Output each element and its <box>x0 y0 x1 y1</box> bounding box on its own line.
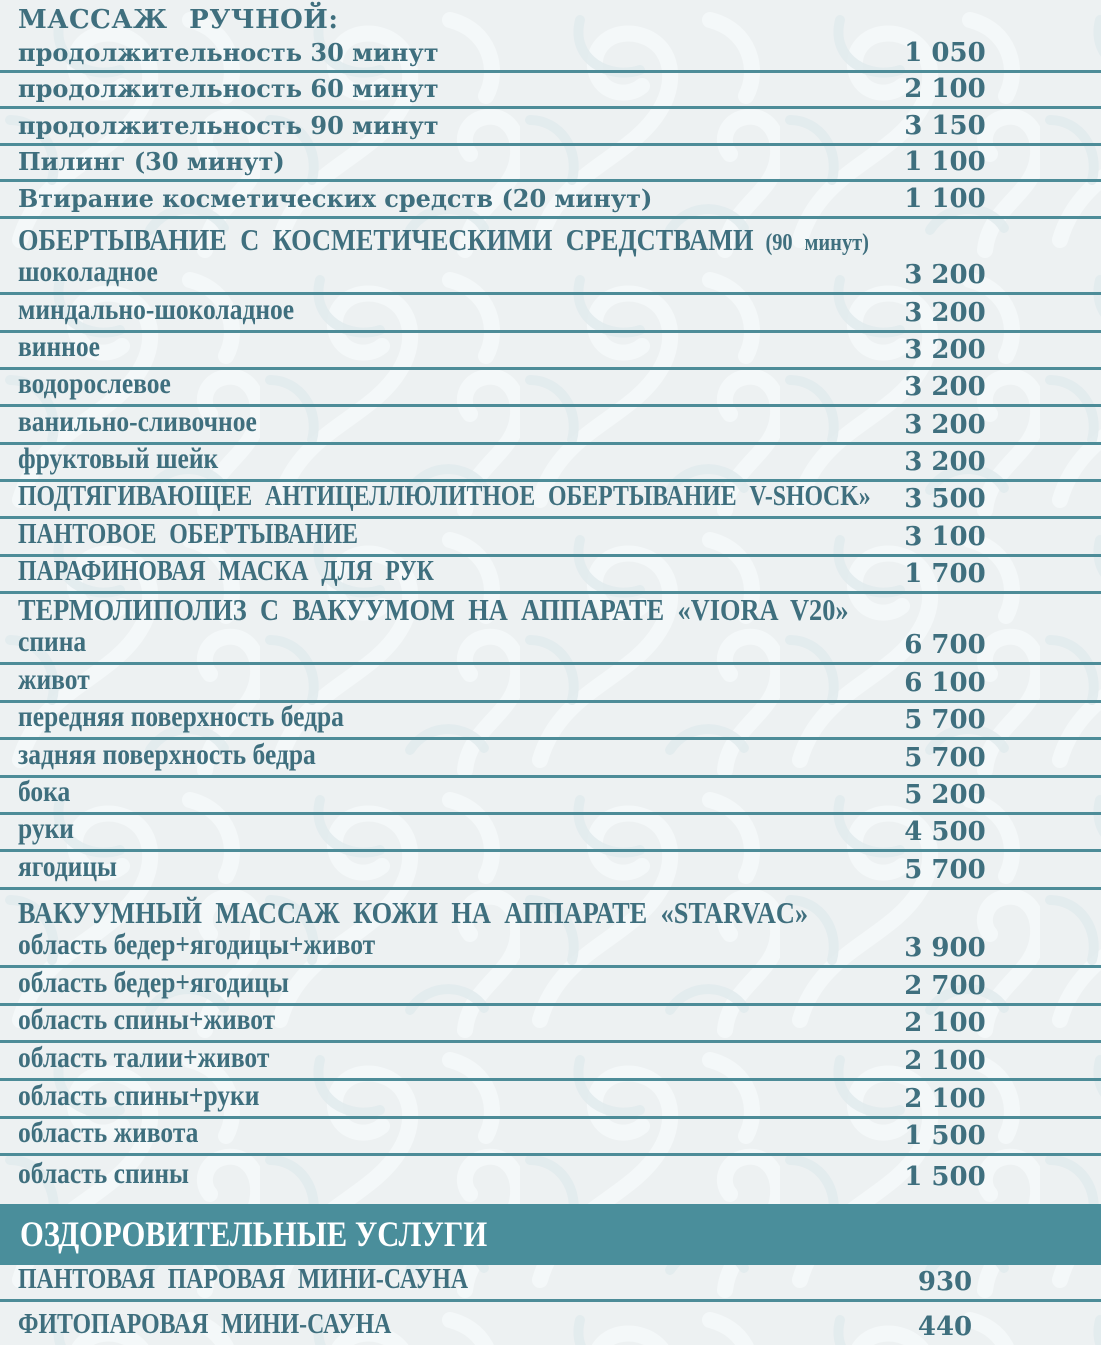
table-row <box>0 557 1101 594</box>
price-value: 2 100 <box>904 1083 986 1114</box>
service-label: руки <box>18 812 74 846</box>
section-header <box>0 219 1101 258</box>
table-row <box>0 928 1101 969</box>
table-row <box>0 737 1101 777</box>
price-value: 3 200 <box>904 335 986 365</box>
section-header <box>0 890 1101 931</box>
price-value: 3 150 <box>904 110 986 141</box>
section-title <box>18 221 869 257</box>
table-row <box>0 73 1101 110</box>
price-value: 4 500 <box>904 817 986 848</box>
price-value: 2 100 <box>904 1008 986 1039</box>
service-label: спина <box>18 625 87 659</box>
price-value: 5 700 <box>904 705 986 736</box>
service-label: продолжительность 60 минут <box>18 74 439 104</box>
price-value: 2 100 <box>904 74 986 105</box>
table-row <box>0 404 1101 444</box>
service-label: задняя поверхность бедра <box>18 737 316 771</box>
section-title-text: ТЕРМОЛИПОЛИЗ С ВАКУУМОМ НА АППАРАТЕ «VIORA V20» <box>18 592 849 628</box>
table-row <box>0 1302 1101 1344</box>
table-row <box>0 36 1101 73</box>
service-label: миндально-шоколадное <box>18 292 295 326</box>
price-value: 3 200 <box>904 409 986 440</box>
price-value: 930 <box>917 1266 973 1297</box>
section-wellness-rows <box>0 1265 1101 1344</box>
service-label: передняя поверхность бедра <box>18 700 344 734</box>
price-value: 440 <box>917 1311 973 1342</box>
band-wellness-services <box>0 1204 1101 1265</box>
table-row <box>0 1265 1101 1302</box>
table-row <box>0 1116 1101 1157</box>
table-row <box>0 700 1101 740</box>
table-row <box>0 146 1101 183</box>
section-header <box>0 594 1101 628</box>
section-thermolipolysis-viora <box>0 594 1101 890</box>
price-value: 3 200 <box>904 297 986 328</box>
price-value: 5 200 <box>904 780 986 811</box>
price-value: 3 200 <box>904 447 986 478</box>
table-row <box>0 519 1101 556</box>
service-label: область спины <box>18 1156 189 1190</box>
service-label: область спины+живот <box>18 1003 276 1037</box>
table-row <box>0 775 1101 815</box>
section-title <box>18 592 849 628</box>
service-label: шоколадное <box>18 255 158 289</box>
price-value: 2 100 <box>904 1045 986 1076</box>
price-value: 1 100 <box>904 183 986 214</box>
service-label: ПАРАФИНОВАЯ МАСКА ДЛЯ РУК <box>18 556 434 588</box>
section-duration: (90 минут) <box>753 229 869 256</box>
section-wraps-cosmetic <box>0 219 1101 594</box>
service-label: ПАНТОВОЕ ОБЕРТЫВАНИЕ <box>18 518 358 550</box>
table-row <box>0 330 1101 370</box>
table-row <box>0 849 1101 889</box>
table-row <box>0 1078 1101 1119</box>
table-row <box>0 292 1101 332</box>
price-value: 3 100 <box>904 521 986 552</box>
service-label: область живота <box>18 1116 199 1150</box>
price-value: 3 500 <box>904 484 986 515</box>
service-label: Втирание косметических средств (20 минут) <box>18 183 653 213</box>
service-label: живот <box>18 662 90 696</box>
table-row <box>0 812 1101 852</box>
price-value: 6 700 <box>904 630 986 661</box>
table-row <box>0 965 1101 1006</box>
service-label: ягодицы <box>18 849 117 883</box>
table-row <box>0 1040 1101 1081</box>
price-value: 3 200 <box>904 260 986 291</box>
section-title <box>18 894 809 930</box>
service-label: Пилинг (30 минут) <box>18 147 285 177</box>
table-row <box>0 662 1101 702</box>
table-row <box>0 1003 1101 1044</box>
service-label: водорослевое <box>18 367 171 401</box>
price-value: 5 700 <box>904 854 986 885</box>
service-label: область спины+руки <box>18 1078 260 1112</box>
price-value: 1 500 <box>904 1161 986 1192</box>
service-label: ПАНТОВАЯ ПАРОВАЯ МИНИ-САУНА <box>18 1263 469 1295</box>
section-header <box>0 0 1101 36</box>
price-value: 1 050 <box>904 37 986 68</box>
section-title-text: ВАКУУМНЫЙ МАССАЖ КОЖИ НА АППАРАТЕ «STARVAC» <box>18 894 809 930</box>
band-title: ОЗДОРОВИТЕЛЬНЫЕ УСЛУГИ <box>20 1214 488 1255</box>
table-row <box>0 442 1101 482</box>
price-value: 5 700 <box>904 742 986 773</box>
price-value: 6 100 <box>904 667 986 698</box>
service-label: ФИТОПАРОВАЯ МИНИ-САУНА <box>18 1308 392 1340</box>
price-value: 2 700 <box>904 970 986 1001</box>
table-row <box>0 182 1101 219</box>
service-label: область бедер+ягодицы <box>18 965 289 999</box>
section-title <box>18 7 338 33</box>
service-label: продолжительность 90 минут <box>18 110 439 140</box>
service-label: ПОДТЯГИВАЮЩЕЕ АНТИЦЕЛЛЮЛИТНОЕ ОБЕРТЫВАНИЕ V-SHOCK» <box>18 481 871 513</box>
table-row <box>0 109 1101 146</box>
section-title-text: МАССАЖ РУЧНОЙ: <box>18 5 339 35</box>
price-value: 3 200 <box>904 372 986 403</box>
service-label: фруктовый шейк <box>18 442 219 476</box>
service-label: ванильно-сливочное <box>18 404 257 438</box>
service-label: область талии+живот <box>18 1040 270 1074</box>
table-row <box>0 367 1101 407</box>
price-value: 1 100 <box>904 147 986 178</box>
section-title-text: ОБЕРТЫВАНИЕ С КОСМЕТИЧЕСКИМИ СРЕДСТВАМИ <box>18 221 754 257</box>
table-row <box>0 482 1101 519</box>
table-row <box>0 255 1101 295</box>
service-label: область бедер+ягодицы+живот <box>18 928 376 962</box>
section-vacuum-starvac <box>0 890 1101 1194</box>
service-label: продолжительность 30 минут <box>18 37 439 67</box>
service-label: винное <box>18 330 100 363</box>
price-value: 1 700 <box>904 559 986 590</box>
table-row <box>0 1156 1101 1194</box>
table-row <box>0 625 1101 665</box>
price-value: 1 500 <box>904 1121 986 1152</box>
service-label: бока <box>18 775 71 809</box>
section-massage-manual <box>0 0 1101 219</box>
price-value: 3 900 <box>904 933 986 964</box>
